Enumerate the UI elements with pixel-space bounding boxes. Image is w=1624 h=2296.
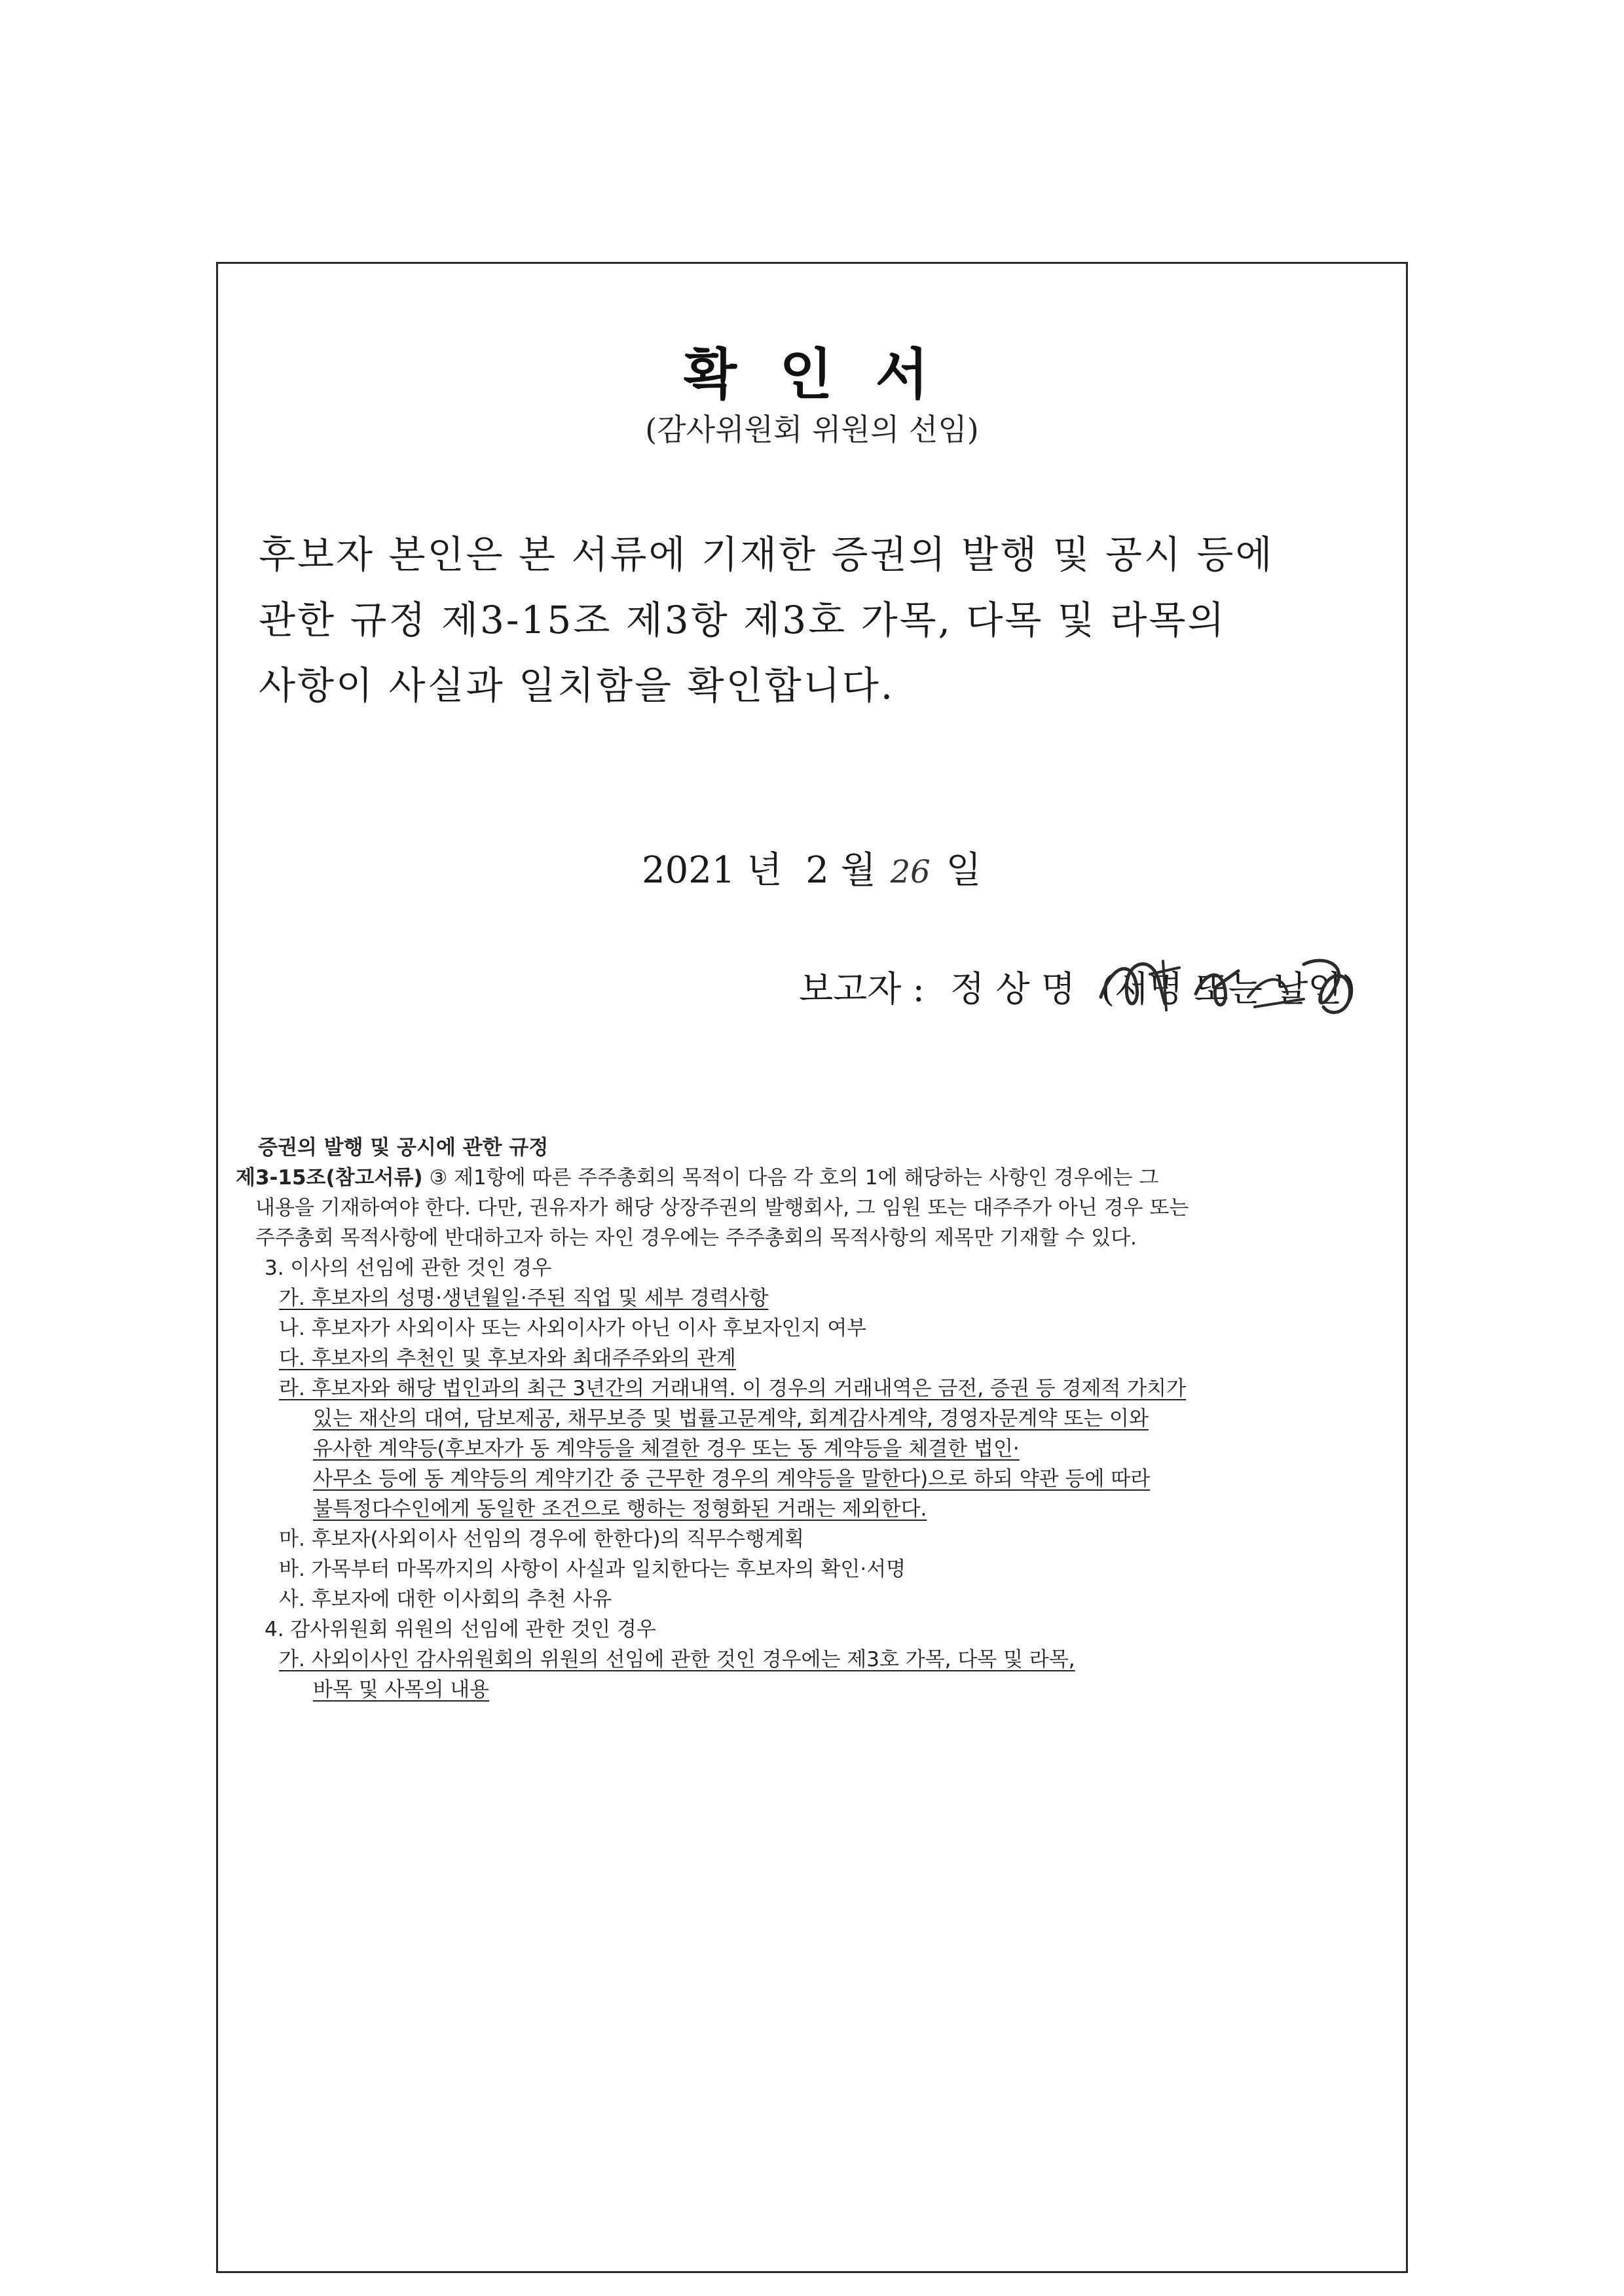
item3-da (236, 1343, 1388, 1374)
item3-ma: 마. 후보자(사외이사 선임의 경우에 한한다)의 직무수행계획 (279, 1527, 805, 1551)
item3-ra-text-4: 사무소 등에 동 계약등의 계약기간 중 근무한 경우의 계약등을 말한다)으로 하되 약관 등에 따라 (313, 1467, 1151, 1491)
item3-na: 나. 후보자가 사외이사 또는 사외이사가 아닌 이사 후보자인지 여부 (279, 1317, 867, 1340)
item3-ra-line-5 (236, 1494, 1388, 1524)
document-date (642, 841, 993, 894)
document-title: 확 인 서 (684, 342, 940, 407)
article-line-3: 주주총회 목적사항에 반대하고자 하는 자인 경우에는 주주총회의 목적사항의 제목만 기재할 수 있다. (255, 1226, 1137, 1250)
article-line-2: 내용을 기재하여야 한다. 다만, 권유자가 해당 상장주권의 발행회사, 그 임원 또는 대주주가 아닌 경우 또는 (255, 1196, 1189, 1220)
item4-ga-line-1 (236, 1645, 1388, 1675)
item4-title: 4. 감사위원회 위원의 선임에 관한 것인 경우 (265, 1618, 656, 1641)
item3-ra-text-1: 라. 후보자와 해당 법인과의 최근 3년간의 거래내역. 이 경우의 거래내역은 금전, 증권 등 경제적 가치가 (279, 1377, 1187, 1400)
item3-ra-line-4 (236, 1464, 1388, 1494)
article-line-1 (236, 1163, 1388, 1193)
item4-ga-text-2: 바목 및 사목의 내용 (313, 1678, 490, 1702)
document-subtitle: (감사위원회 위원의 선임) (645, 412, 979, 447)
confirmation-line-2: 관한 규정 제3-15조 제3항 제3호 가목, 다목 및 라목의 (259, 598, 1227, 642)
regulation-excerpt (236, 1133, 1388, 1705)
item3-ga-text: 가. 후보자의 성명·생년월일·주된 직업 및 세부 경력사항 (279, 1286, 769, 1310)
article-title: 제3-15조(참고서류) (236, 1166, 423, 1190)
reporter-label: 보고자 : (799, 968, 925, 1010)
signature-area (1101, 961, 1370, 1011)
confirmation-line-3: 사항이 사실과 일치함을 확인합니다. (259, 663, 895, 708)
item3-title: 3. 이사의 선임에 관한 것인 경우 (265, 1256, 552, 1280)
confirmation-line-1: 후보자 본인은 본 서류에 기재한 증권의 발행 및 공시 등에 (259, 532, 1274, 577)
item3-ra-text-5: 불특정다수인에게 동일한 조건으로 행하는 정형화된 거래는 제외한다. (313, 1497, 927, 1521)
item4-ga-line-2 (236, 1675, 1388, 1705)
reporter-name: 정 상 명 (950, 968, 1075, 1010)
date-month: 2 월 (805, 849, 876, 892)
item3-ba: 바. 가목부터 마목까지의 사항이 사실과 일치한다는 후보자의 확인·서명 (279, 1558, 906, 1581)
reporter-line (799, 961, 1384, 1011)
date-day-unit: 일 (946, 849, 982, 892)
date-year: 2021 년 (642, 849, 783, 892)
sign-note: (서명 또는 날인) (1101, 968, 1356, 1010)
item3-sa: 사. 후보자에 대한 이사회의 추천 사유 (279, 1588, 612, 1611)
item3-ra-text-3: 유사한 계약등(후보자가 동 계약등을 체결한 경우 또는 동 계약등을 체결한 법인· (313, 1437, 1020, 1461)
item3-ga (236, 1283, 1388, 1313)
item3-ra-line-1 (236, 1374, 1388, 1404)
item3-da-text: 다. 후보자의 추천인 및 후보자와 최대주주와의 관계 (279, 1347, 736, 1370)
item3-ra-text-2: 있는 재산의 대여, 담보제공, 채무보증 및 법률고문계약, 회계감사계약, 경영자문계약 또는 이와 (313, 1407, 1149, 1430)
date-day-handwritten: 26 (890, 854, 931, 890)
item3-ra-line-3 (236, 1434, 1388, 1464)
regulation-heading: 증권의 발행 및 공시에 관한 규정 (258, 1136, 549, 1159)
article-text-1: ③ 제1항에 따른 주주총회의 목적이 다음 각 호의 1에 해당하는 사항인 경우에는 그 (429, 1166, 1159, 1190)
item4-ga-text-1: 가. 사외이사인 감사위원회의 위원의 선임에 관한 것인 경우에는 제3호 가목, 다목 및 라목, (279, 1648, 1075, 1671)
item3-ra-line-2 (236, 1404, 1388, 1434)
